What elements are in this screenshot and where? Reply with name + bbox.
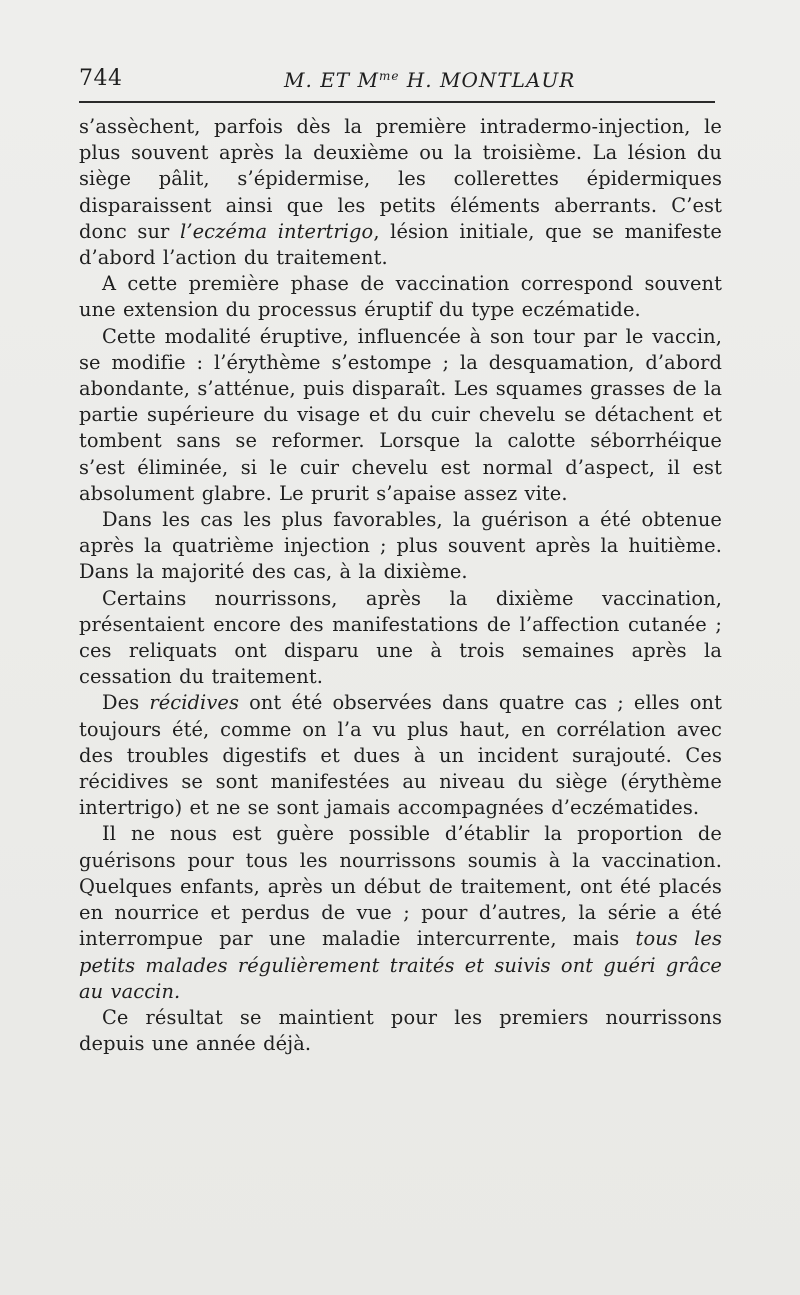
text-run: , lésion initiale, que se manifeste d’abord l’action du traitement. <box>79 219 723 270</box>
text-run: Certains nourrissons, après la dixième vaccination, présentaient encore des manifestations de l’affection cutanée ; ces reliquats ont disparu une à trois semaines après la cessation du traitement. <box>79 586 722 689</box>
paragraph <box>79 821 722 1004</box>
running-head <box>284 68 575 92</box>
italic-conclusion: tous les petits malades régulièrement traités et suivis ont guéri grâce au vaccin. <box>79 927 722 1003</box>
running-head-surname: H. MONTLAUR <box>399 68 576 92</box>
italic-term: récidives <box>149 691 240 715</box>
text-run: s’assèchent, parfois dès la première intradermo-injection, le plus souvent après la deuxième ou la troisième. La lésion du siège pâlit, s’épidermise, les collerettes épidermiques disparaissent ainsi que les petits éléments aberrants. C’est donc sur <box>79 115 722 243</box>
paragraph <box>79 271 722 323</box>
text-run: Dans les cas les plus favorables, la guérison a été obtenue après la quatrième injection ; plus souvent après la huitième. Dans la majorité des cas, à la dixième. <box>79 508 722 584</box>
paragraph <box>79 690 722 821</box>
text-run: Cette modalité éruptive, influencée à son tour par le vaccin, se modifie : l’érythème s’estompe ; la desquamation, d’abord abondante, s’atténue, puis disparaît. Les squames grasses de la partie supérieure du visage et du cuir chevelu se détachent et tombent sans se reformer. Lorsque la calotte séborrhéique s’est éliminée, si le cuir chevelu est normal d’aspect, il est absolument glabre. Le prurit s’apaise assez vite. <box>79 324 722 505</box>
header-rule <box>79 101 715 103</box>
italic-term: l’eczéma intertrigo <box>180 219 374 243</box>
paragraph <box>79 1005 722 1057</box>
body-text <box>79 114 722 1057</box>
paragraph <box>79 586 722 691</box>
running-head-superscript: me <box>378 69 400 83</box>
paragraph <box>79 114 722 271</box>
text-run: ont été observées dans quatre cas ; elles ont toujours été, comme on l’a vu plus haut, en corrélation avec des troubles digestifs et dues à un incident surajouté. Ces récidives se sont manifestées au niveau du siège (érythème intertrigo) et ne se sont jamais accompagnées d’eczématides. <box>79 691 723 820</box>
paragraph <box>79 324 722 507</box>
text-run: A cette première phase de vaccination correspond souvent une extension du processus éruptif du type eczématide. <box>79 272 722 322</box>
text-run: Des <box>102 691 150 715</box>
text-run: Ce résultat se maintient pour les premiers nourrissons depuis une année déjà. <box>79 1005 722 1056</box>
paragraph <box>79 507 722 586</box>
page-header <box>79 66 715 96</box>
text-run: Il ne nous est guère possible d’établir la proportion de guérisons pour tous les nourrissons soumis à la vaccination. Quelques enfants, après un début de traitement, ont été placés en nourrice et perdus de vue ; pour d’autres, la série a été interrompue par une maladie intercurrente, mais <box>79 822 722 951</box>
running-head-authors: M. ET M <box>284 68 379 92</box>
page-number: 744 <box>79 66 123 91</box>
